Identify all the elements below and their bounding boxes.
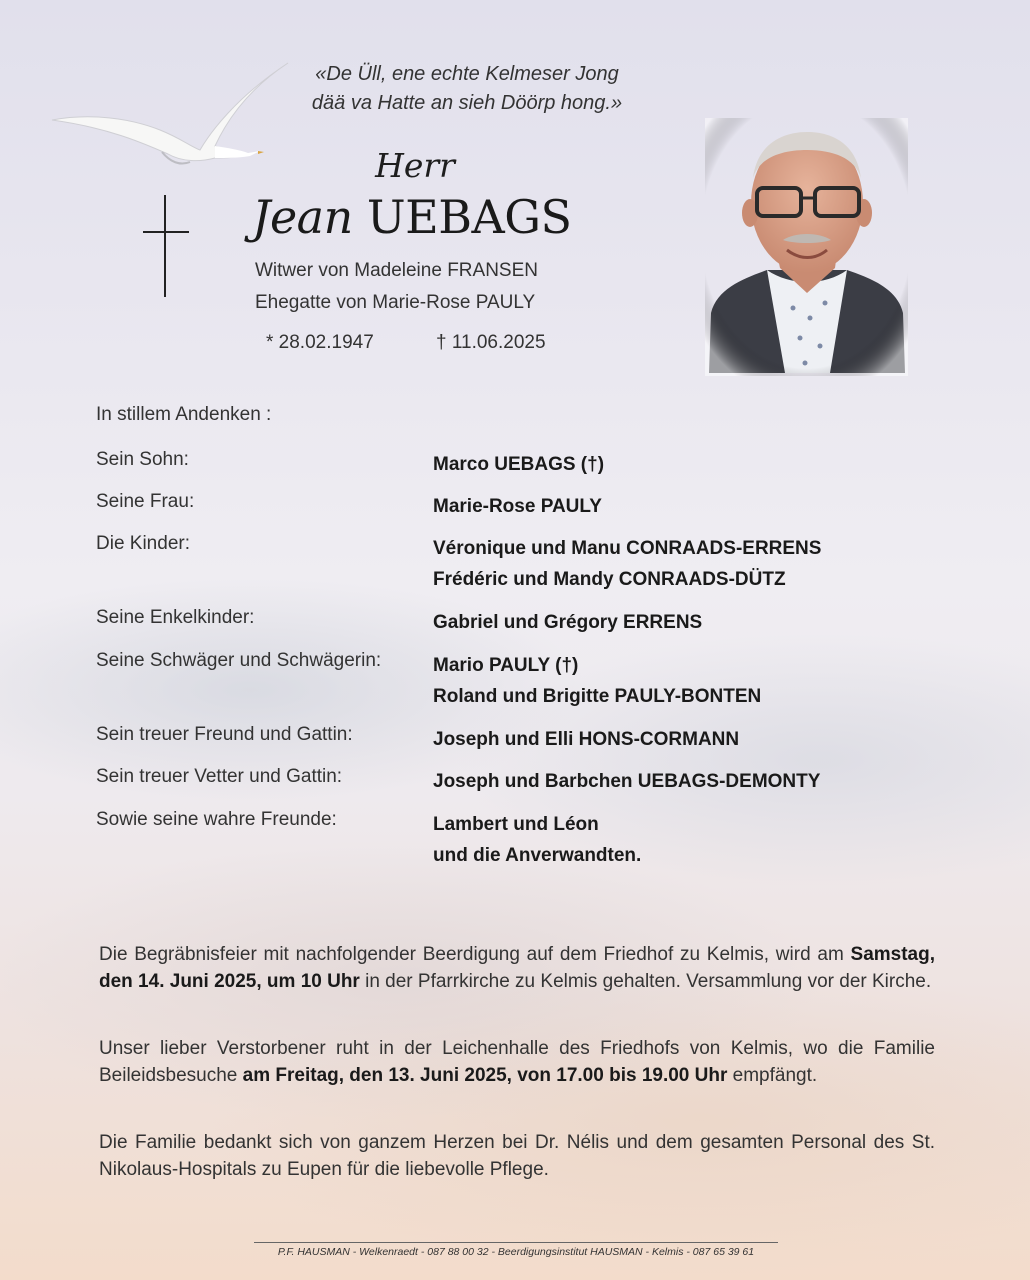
family-name: Joseph und Barbchen UEBAGS-DEMONTY [433, 771, 821, 792]
salutation: Herr [375, 146, 455, 185]
funeral-date: Samstag, den 14. Juni 2025, um 10 Uhr [99, 944, 935, 992]
birth-date: * 28.02.1947 [266, 332, 374, 353]
quote-line-1: «De Üll, ene echte Kelmeser Jong [315, 63, 619, 85]
seagull-image [50, 58, 295, 173]
footer-text: P.F. HAUSMAN - Welkenraedt - 087 88 00 32 - Beerdigungsinstitut HAUSMAN - Kelmis - 087 65 39 61 [277, 1246, 755, 1258]
funeral-text-start: Die Begräbnisfeier mit nachfolgender Beerdigung auf dem Friedhof zu Kelmis, wird am [99, 944, 851, 965]
visitation-text-end: empfängt. [727, 1065, 818, 1086]
family-name: Joseph und Elli HONS-CORMANN [433, 729, 740, 750]
visitation-paragraph [99, 1035, 935, 1089]
funeral-text-end: in der Pfarrkirche zu Kelmis gehalten. Versammlung vor der Kirche. [359, 971, 932, 992]
visitation-text-start: Unser lieber Verstorbener ruht in der Leichenhalle des Friedhofs von Kelmis, wo die Familie Beileidsbesuche [99, 1038, 935, 1086]
family-label: Die Kinder: [96, 533, 190, 554]
funeral-paragraph [99, 941, 935, 995]
family-names [433, 809, 641, 871]
family-names [433, 724, 739, 755]
spouse-of: Ehegatte von Marie-Rose PAULY [255, 292, 536, 313]
quote-line-2: dää va Hatte an sieh Döörp hong.» [311, 92, 623, 114]
first-name: Jean [252, 190, 353, 244]
family-name: Frédéric und Mandy CONRAADS-DÜTZ [433, 569, 786, 590]
cross-icon [143, 195, 189, 297]
family-name: und die Anverwandten. [433, 845, 642, 866]
family-label: Seine Enkelkinder: [96, 607, 255, 628]
family-label: Sein Sohn: [96, 449, 189, 470]
family-label: Sein treuer Freund und Gattin: [96, 724, 353, 745]
thanks-paragraph: Die Familie bedankt sich von ganzem Herzen bei Dr. Nélis und dem gesamten Personal des St. Nikolaus-Hospitals zu Eupen für die liebevolle Pflege. [99, 1132, 935, 1180]
family-name: Véronique und Manu CONRAADS-ERRENS [433, 538, 822, 559]
intro-text: In stillem Andenken : [96, 404, 272, 425]
deceased-name [252, 190, 571, 244]
family-label: Sein treuer Vetter und Gattin: [96, 766, 343, 787]
footer-divider [254, 1242, 778, 1243]
family-name: Gabriel und Grégory ERRENS [433, 612, 703, 633]
widower-of: Witwer von Madeleine FRANSEN [255, 260, 538, 281]
family-label: Sowie seine wahre Freunde: [96, 809, 337, 830]
family-names [433, 491, 602, 522]
family-label: Seine Schwäger und Schwägerin: [96, 650, 382, 671]
family-names [433, 650, 761, 712]
death-date: † 11.06.2025 [436, 332, 546, 353]
family-names [433, 449, 604, 480]
family-name: Roland und Brigitte PAULY-BONTEN [433, 686, 762, 707]
family-names [433, 766, 820, 797]
visitation-date: am Freitag, den 13. Juni 2025, von 17.00 bis 19.00 Uhr [242, 1065, 728, 1086]
family-names [433, 533, 821, 595]
family-name: Marco UEBAGS (†) [433, 454, 605, 475]
last-name: UEBAGS [366, 190, 572, 244]
quote [292, 60, 642, 118]
portrait-photo [705, 118, 908, 376]
family-name: Marie-Rose PAULY [433, 496, 602, 517]
family-label: Seine Frau: [96, 491, 195, 512]
family-names [433, 607, 702, 638]
family-name: Mario PAULY (†) [433, 655, 579, 676]
family-name: Lambert und Léon [433, 814, 599, 835]
